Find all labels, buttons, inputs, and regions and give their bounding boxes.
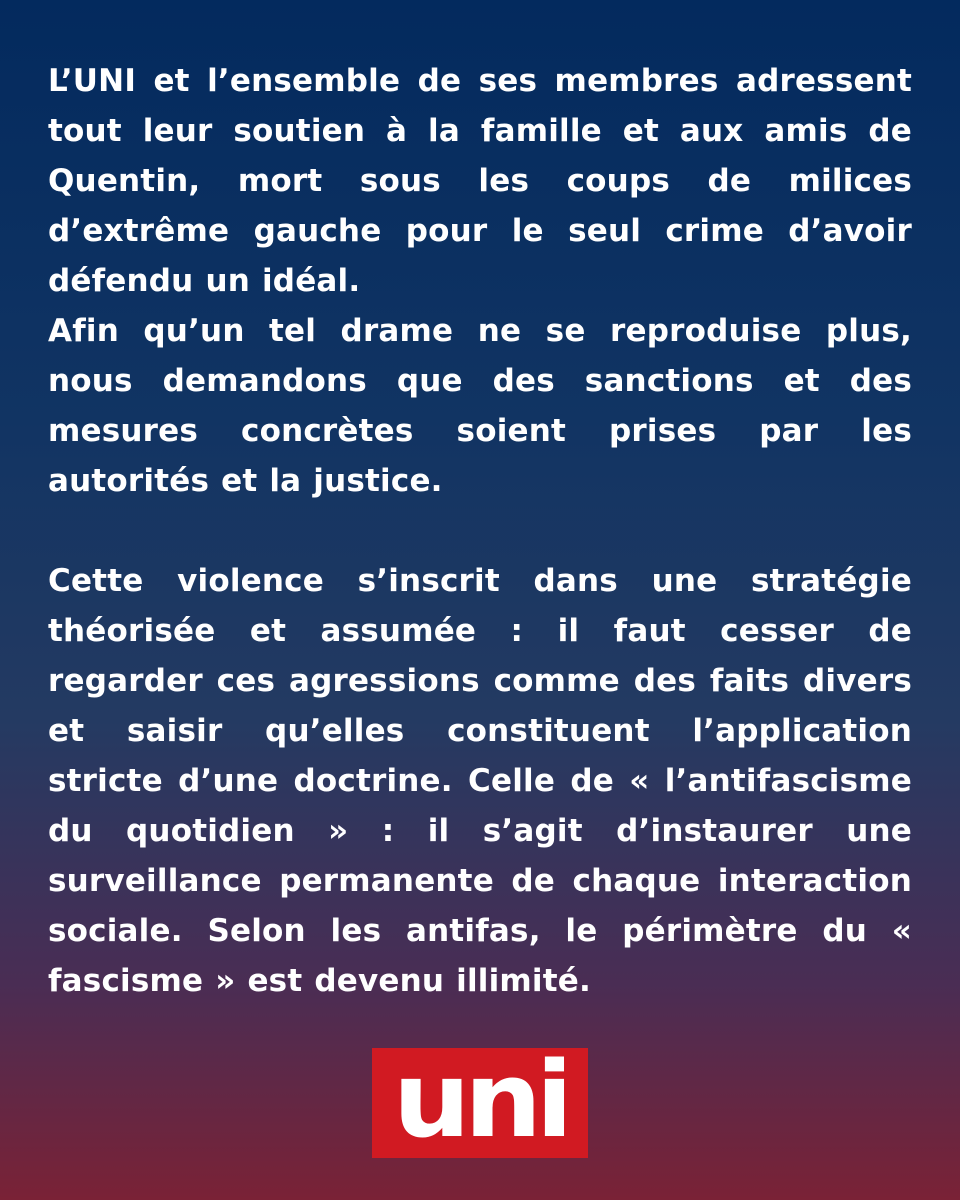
paragraph-spacer: [48, 506, 912, 556]
statement-paragraph-2: Afin qu’un tel drame ne se reproduise plus, nous demandons que des sanctions et des mesures concrètes soient prises par les autorités et la justice.: [48, 313, 912, 499]
statement-paragraph-1: L’UNI et l’ensemble de ses membres adressent tout leur soutien à la famille et aux amis de Quentin, mort sous les coups de milices d’extrême gauche pour le seul crime d’avoir défendu un idéal.: [48, 63, 912, 299]
uni-logo: [372, 1039, 588, 1161]
statement-paragraph-3: Cette violence s’inscrit dans une stratégie théorisée et assumée : il faut cesser de regarder ces agressions comme des faits divers et saisir qu’elles constituent l’application stricte d’une doctrine. Celle de « l’antifascisme du quotidien » : il s’agit d’instaurer une surveillance permanente de chaque interaction sociale. Selon les antifas, le périmètre du « fascisme » est devenu illimité.: [48, 563, 912, 999]
statement-text: [48, 56, 912, 1006]
uni-logo-text: uni: [392, 1039, 568, 1161]
